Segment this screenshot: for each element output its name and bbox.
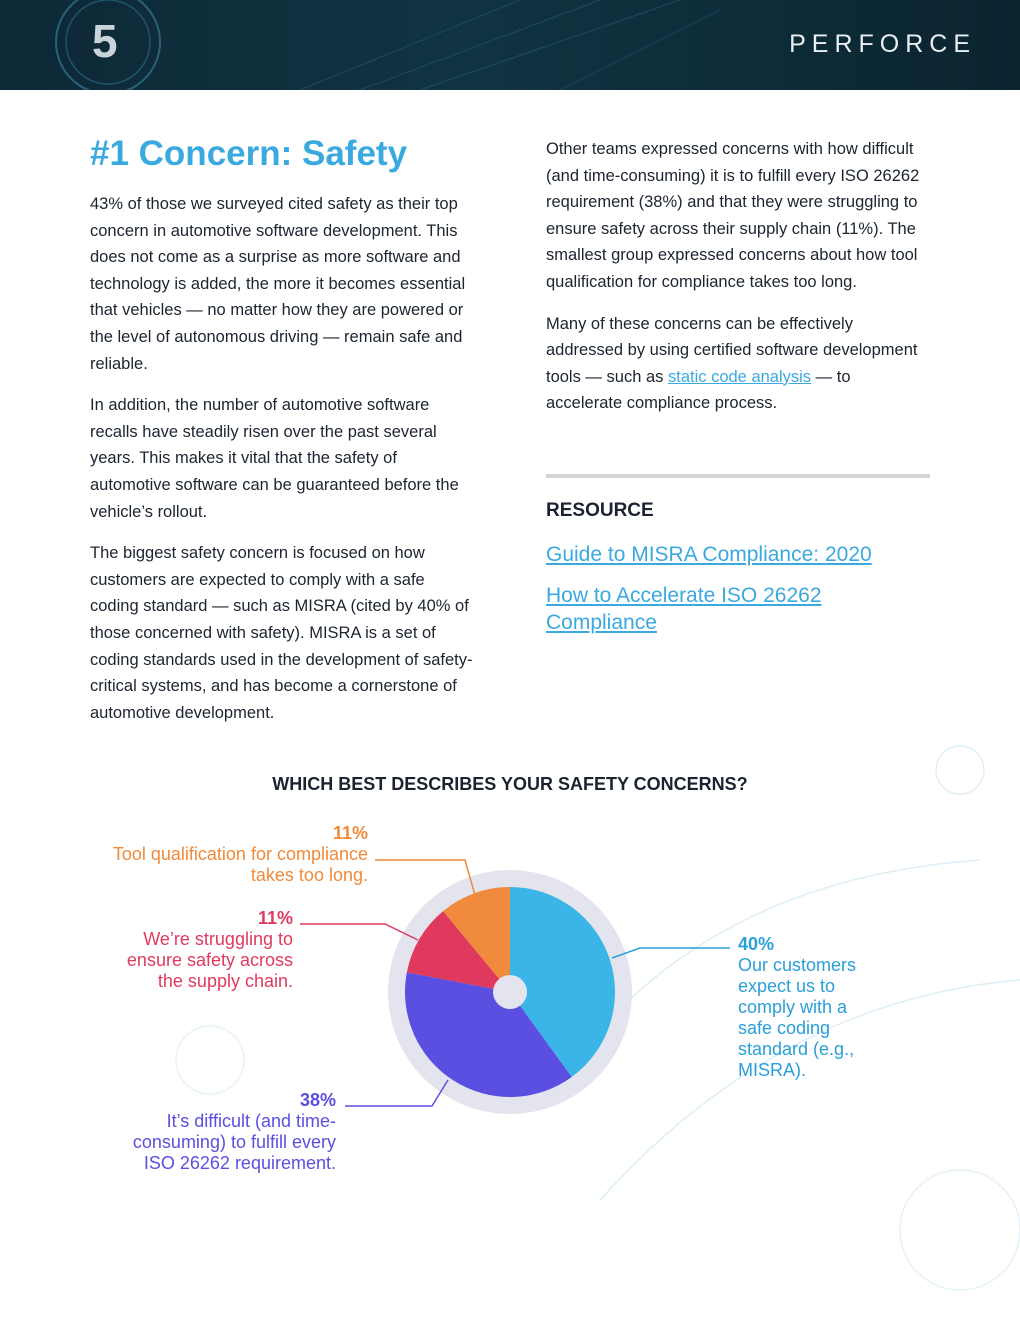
misra-guide-link[interactable]: Guide to MISRA Compliance: 2020 (546, 543, 872, 566)
paragraph: Other teams expressed concerns with how difficult (and time-consuming) it is to fulfill every ISO 26262 requirement (38%) and that they were struggling to ensure safety across their supply chain (11%). The smallest group expressed concerns about how tool qualification for compliance takes too long. (546, 140, 920, 291)
label-coding-standard (738, 934, 878, 1081)
slice-label: Tool qualification for compliance takes too long. (112, 844, 368, 885)
page-title: #1 Concern: Safety (90, 134, 408, 173)
slice-pct: 38% (299, 1090, 336, 1110)
chart-title: WHICH BEST DESCRIBES YOUR SAFETY CONCERNS? (272, 774, 748, 794)
leader-line-40 (612, 948, 730, 958)
slice-pct: 40% (738, 934, 775, 954)
slice-label: It’s difficult (and time-consuming) to fulfill every ISO 26262 requirement. (132, 1111, 336, 1173)
resource-heading: RESOURCE (546, 500, 654, 521)
paragraph: 43% of those we surveyed cited safety as their top concern in automotive software development. This does not come as a surprise as more software and technology is added, the more it becomes essential that vehicles — no matter how they are powered or the level of autonomous driving — remain safe and reliable. (90, 195, 466, 373)
pie-center-hole (493, 975, 527, 1009)
slice-label: We’re struggling to ensure safety across the supply chain. (126, 929, 293, 991)
iso-26262-link[interactable]: How to Accelerate ISO 26262 Compliance (546, 584, 822, 634)
static-code-analysis-link[interactable]: static code analysis (667, 367, 812, 386)
label-iso-26262 (100, 1090, 336, 1174)
paragraph-text: — to accelerate compliance process. (546, 367, 851, 413)
slice-pct: 11% (332, 823, 368, 843)
leader-line-11-supply (300, 924, 418, 940)
page-number: 5 (92, 15, 118, 67)
label-supply-chain (100, 908, 293, 992)
slice-label: Our customers expect us to comply with a safe coding standard (e.g., MISRA). (738, 955, 857, 1080)
brand-logo: PERFORCE (789, 30, 976, 58)
paragraph: The biggest safety concern is focused on how customers are expected to comply with a safe coding standard — such as MISRA (cited by 40% of those concerned with safety). MISRA is a set of coding standards used in the development of safety-critical systems, and has become a cornerstone of automotive development. (90, 544, 473, 722)
paragraph-text: Many of these concerns can be effectively addressed by using certified software development tools — such as (546, 314, 918, 386)
slice-pct: 11% (257, 908, 293, 928)
paragraph: In addition, the number of automotive software recalls have steadily risen over the past several years. This makes it vital that the safety of automotive software can be guaranteed before the vehicle’s rollout. (90, 396, 459, 521)
label-tool-qualification (100, 823, 368, 886)
